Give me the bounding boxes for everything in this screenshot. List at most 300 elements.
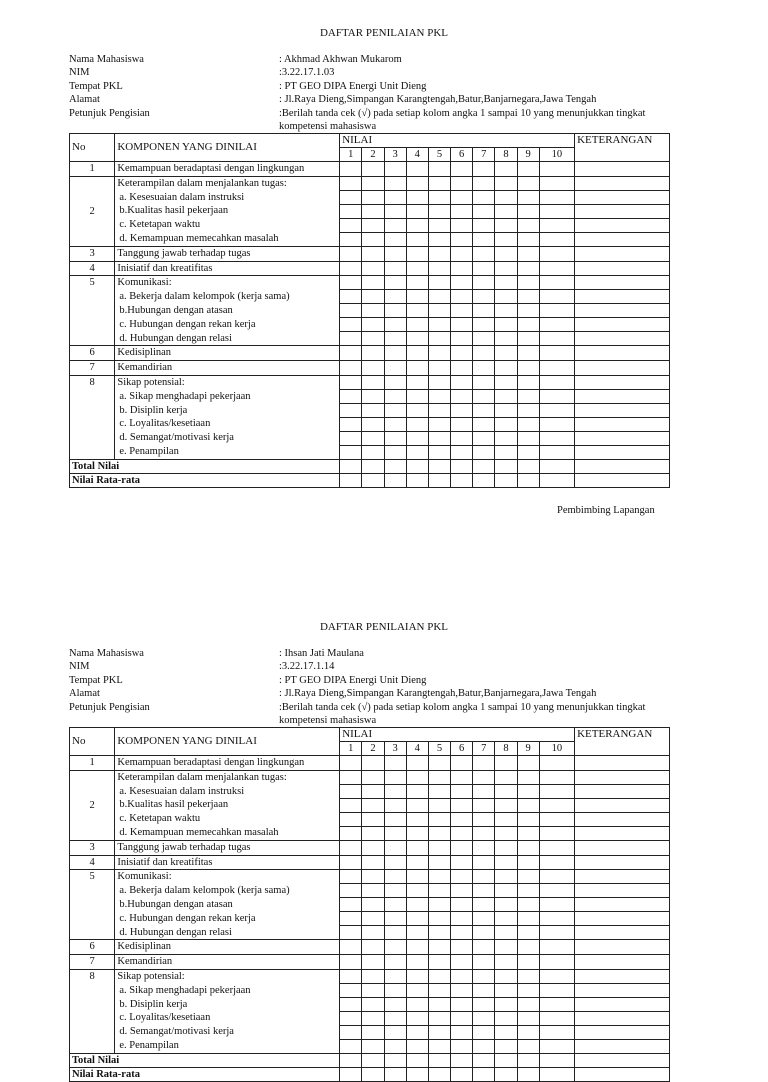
remarks-cell[interactable] — [575, 826, 670, 840]
score-cell[interactable] — [362, 812, 384, 826]
score-cell[interactable] — [362, 403, 384, 417]
score-cell[interactable] — [384, 1039, 406, 1053]
remarks-cell[interactable] — [575, 361, 670, 376]
score-cell[interactable] — [517, 1039, 539, 1053]
score-cell[interactable] — [539, 261, 574, 276]
score-cell[interactable] — [451, 218, 473, 232]
score-cell[interactable] — [517, 912, 539, 926]
remarks-cell[interactable] — [575, 969, 670, 983]
remarks-cell[interactable] — [575, 983, 670, 997]
score-cell[interactable] — [539, 276, 574, 290]
score-cell[interactable] — [384, 912, 406, 926]
remarks-cell[interactable] — [575, 246, 670, 261]
score-cell[interactable] — [384, 1025, 406, 1039]
remarks-cell[interactable] — [575, 997, 670, 1011]
score-cell[interactable] — [428, 1025, 450, 1039]
score-cell[interactable] — [451, 176, 473, 190]
score-cell[interactable] — [362, 770, 384, 784]
score-cell[interactable] — [384, 459, 406, 473]
score-cell[interactable] — [362, 162, 384, 177]
score-cell[interactable] — [539, 204, 574, 218]
remarks-cell[interactable] — [575, 389, 670, 403]
score-cell[interactable] — [406, 276, 428, 290]
score-cell[interactable] — [517, 304, 539, 318]
score-cell[interactable] — [451, 276, 473, 290]
score-cell[interactable] — [495, 1039, 517, 1053]
score-cell[interactable] — [495, 332, 517, 346]
score-cell[interactable] — [517, 332, 539, 346]
score-cell[interactable] — [384, 304, 406, 318]
score-cell[interactable] — [384, 870, 406, 884]
remarks-cell[interactable] — [575, 218, 670, 232]
score-cell[interactable] — [406, 162, 428, 177]
score-cell[interactable] — [428, 162, 450, 177]
score-cell[interactable] — [473, 784, 495, 798]
score-cell[interactable] — [384, 190, 406, 204]
score-cell[interactable] — [428, 218, 450, 232]
score-cell[interactable] — [451, 840, 473, 855]
score-cell[interactable] — [473, 290, 495, 304]
score-cell[interactable] — [517, 940, 539, 955]
score-cell[interactable] — [428, 445, 450, 459]
score-cell[interactable] — [495, 389, 517, 403]
score-cell[interactable] — [495, 983, 517, 997]
score-cell[interactable] — [451, 403, 473, 417]
score-cell[interactable] — [340, 290, 362, 304]
remarks-cell[interactable] — [575, 232, 670, 246]
score-cell[interactable] — [384, 926, 406, 940]
remarks-cell[interactable] — [575, 926, 670, 940]
score-cell[interactable] — [517, 983, 539, 997]
score-cell[interactable] — [384, 204, 406, 218]
score-cell[interactable] — [451, 162, 473, 177]
score-cell[interactable] — [517, 318, 539, 332]
score-cell[interactable] — [517, 756, 539, 771]
score-cell[interactable] — [362, 431, 384, 445]
score-cell[interactable] — [406, 884, 428, 898]
score-cell[interactable] — [451, 898, 473, 912]
remarks-cell[interactable] — [575, 1011, 670, 1025]
score-cell[interactable] — [340, 983, 362, 997]
score-cell[interactable] — [451, 784, 473, 798]
score-cell[interactable] — [473, 261, 495, 276]
score-cell[interactable] — [428, 389, 450, 403]
score-cell[interactable] — [539, 403, 574, 417]
remarks-cell[interactable] — [575, 261, 670, 276]
score-cell[interactable] — [362, 1011, 384, 1025]
score-cell[interactable] — [406, 1039, 428, 1053]
score-cell[interactable] — [473, 926, 495, 940]
score-cell[interactable] — [362, 304, 384, 318]
score-cell[interactable] — [384, 784, 406, 798]
score-cell[interactable] — [517, 1053, 539, 1067]
score-cell[interactable] — [406, 940, 428, 955]
score-cell[interactable] — [340, 361, 362, 376]
score-cell[interactable] — [451, 826, 473, 840]
score-cell[interactable] — [539, 218, 574, 232]
score-cell[interactable] — [406, 473, 428, 487]
score-cell[interactable] — [473, 445, 495, 459]
score-cell[interactable] — [362, 218, 384, 232]
score-cell[interactable] — [406, 926, 428, 940]
score-cell[interactable] — [517, 997, 539, 1011]
score-cell[interactable] — [473, 1053, 495, 1067]
score-cell[interactable] — [451, 346, 473, 361]
score-cell[interactable] — [406, 870, 428, 884]
score-cell[interactable] — [428, 276, 450, 290]
score-cell[interactable] — [495, 969, 517, 983]
score-cell[interactable] — [406, 261, 428, 276]
remarks-cell[interactable] — [575, 784, 670, 798]
remarks-cell[interactable] — [575, 940, 670, 955]
score-cell[interactable] — [362, 276, 384, 290]
score-cell[interactable] — [362, 840, 384, 855]
score-cell[interactable] — [517, 926, 539, 940]
score-cell[interactable] — [517, 232, 539, 246]
score-cell[interactable] — [517, 855, 539, 870]
score-cell[interactable] — [451, 190, 473, 204]
score-cell[interactable] — [517, 445, 539, 459]
score-cell[interactable] — [406, 784, 428, 798]
score-cell[interactable] — [384, 246, 406, 261]
score-cell[interactable] — [428, 997, 450, 1011]
score-cell[interactable] — [406, 798, 428, 812]
score-cell[interactable] — [384, 445, 406, 459]
score-cell[interactable] — [473, 756, 495, 771]
score-cell[interactable] — [517, 403, 539, 417]
score-cell[interactable] — [495, 955, 517, 970]
score-cell[interactable] — [495, 276, 517, 290]
score-cell[interactable] — [539, 375, 574, 389]
score-cell[interactable] — [340, 784, 362, 798]
score-cell[interactable] — [495, 176, 517, 190]
remarks-cell[interactable] — [575, 884, 670, 898]
score-cell[interactable] — [384, 983, 406, 997]
score-cell[interactable] — [362, 912, 384, 926]
score-cell[interactable] — [340, 756, 362, 771]
score-cell[interactable] — [384, 940, 406, 955]
score-cell[interactable] — [428, 190, 450, 204]
score-cell[interactable] — [340, 389, 362, 403]
score-cell[interactable] — [428, 176, 450, 190]
score-cell[interactable] — [406, 1011, 428, 1025]
score-cell[interactable] — [473, 1025, 495, 1039]
score-cell[interactable] — [428, 770, 450, 784]
score-cell[interactable] — [517, 884, 539, 898]
score-cell[interactable] — [451, 855, 473, 870]
score-cell[interactable] — [406, 176, 428, 190]
score-cell[interactable] — [539, 232, 574, 246]
score-cell[interactable] — [340, 346, 362, 361]
score-cell[interactable] — [451, 445, 473, 459]
score-cell[interactable] — [428, 955, 450, 970]
score-cell[interactable] — [362, 332, 384, 346]
score-cell[interactable] — [539, 756, 574, 771]
score-cell[interactable] — [406, 855, 428, 870]
score-cell[interactable] — [362, 826, 384, 840]
score-cell[interactable] — [473, 840, 495, 855]
score-cell[interactable] — [473, 304, 495, 318]
score-cell[interactable] — [495, 840, 517, 855]
score-cell[interactable] — [384, 898, 406, 912]
score-cell[interactable] — [473, 870, 495, 884]
remarks-cell[interactable] — [575, 162, 670, 177]
score-cell[interactable] — [340, 190, 362, 204]
score-cell[interactable] — [539, 1053, 574, 1067]
score-cell[interactable] — [495, 431, 517, 445]
score-cell[interactable] — [406, 318, 428, 332]
score-cell[interactable] — [517, 218, 539, 232]
score-cell[interactable] — [517, 826, 539, 840]
score-cell[interactable] — [362, 969, 384, 983]
score-cell[interactable] — [451, 459, 473, 473]
score-cell[interactable] — [428, 304, 450, 318]
score-cell[interactable] — [384, 826, 406, 840]
score-cell[interactable] — [406, 403, 428, 417]
score-cell[interactable] — [473, 855, 495, 870]
score-cell[interactable] — [539, 389, 574, 403]
score-cell[interactable] — [384, 176, 406, 190]
score-cell[interactable] — [384, 403, 406, 417]
score-cell[interactable] — [495, 898, 517, 912]
score-cell[interactable] — [473, 983, 495, 997]
score-cell[interactable] — [340, 431, 362, 445]
score-cell[interactable] — [539, 246, 574, 261]
score-cell[interactable] — [473, 361, 495, 376]
score-cell[interactable] — [539, 445, 574, 459]
score-cell[interactable] — [406, 912, 428, 926]
score-cell[interactable] — [517, 1025, 539, 1039]
score-cell[interactable] — [384, 997, 406, 1011]
score-cell[interactable] — [539, 431, 574, 445]
score-cell[interactable] — [406, 826, 428, 840]
score-cell[interactable] — [362, 473, 384, 487]
score-cell[interactable] — [495, 756, 517, 771]
score-cell[interactable] — [495, 870, 517, 884]
score-cell[interactable] — [539, 884, 574, 898]
remarks-cell[interactable] — [575, 770, 670, 784]
score-cell[interactable] — [428, 332, 450, 346]
score-cell[interactable] — [517, 276, 539, 290]
score-cell[interactable] — [428, 346, 450, 361]
score-cell[interactable] — [362, 940, 384, 955]
score-cell[interactable] — [340, 912, 362, 926]
score-cell[interactable] — [473, 417, 495, 431]
score-cell[interactable] — [340, 375, 362, 389]
score-cell[interactable] — [495, 204, 517, 218]
score-cell[interactable] — [340, 176, 362, 190]
score-cell[interactable] — [451, 969, 473, 983]
score-cell[interactable] — [428, 1011, 450, 1025]
score-cell[interactable] — [362, 1039, 384, 1053]
score-cell[interactable] — [517, 955, 539, 970]
score-cell[interactable] — [473, 218, 495, 232]
score-cell[interactable] — [473, 246, 495, 261]
score-cell[interactable] — [406, 290, 428, 304]
remarks-cell[interactable] — [575, 870, 670, 884]
score-cell[interactable] — [362, 926, 384, 940]
score-cell[interactable] — [517, 176, 539, 190]
score-cell[interactable] — [384, 855, 406, 870]
score-cell[interactable] — [340, 884, 362, 898]
score-cell[interactable] — [451, 884, 473, 898]
score-cell[interactable] — [340, 940, 362, 955]
score-cell[interactable] — [340, 261, 362, 276]
score-cell[interactable] — [428, 232, 450, 246]
score-cell[interactable] — [495, 912, 517, 926]
score-cell[interactable] — [539, 955, 574, 970]
score-cell[interactable] — [517, 798, 539, 812]
score-cell[interactable] — [495, 261, 517, 276]
score-cell[interactable] — [406, 459, 428, 473]
score-cell[interactable] — [473, 826, 495, 840]
remarks-cell[interactable] — [575, 912, 670, 926]
score-cell[interactable] — [406, 346, 428, 361]
score-cell[interactable] — [362, 983, 384, 997]
score-cell[interactable] — [428, 898, 450, 912]
score-cell[interactable] — [406, 431, 428, 445]
remarks-cell[interactable] — [575, 431, 670, 445]
score-cell[interactable] — [473, 770, 495, 784]
score-cell[interactable] — [495, 812, 517, 826]
remarks-cell[interactable] — [575, 1039, 670, 1053]
score-cell[interactable] — [340, 417, 362, 431]
remarks-cell[interactable] — [575, 304, 670, 318]
score-cell[interactable] — [451, 1011, 473, 1025]
score-cell[interactable] — [451, 473, 473, 487]
score-cell[interactable] — [517, 261, 539, 276]
score-cell[interactable] — [340, 1011, 362, 1025]
score-cell[interactable] — [539, 983, 574, 997]
score-cell[interactable] — [428, 983, 450, 997]
score-cell[interactable] — [428, 870, 450, 884]
score-cell[interactable] — [340, 770, 362, 784]
remarks-cell[interactable] — [575, 176, 670, 190]
score-cell[interactable] — [406, 204, 428, 218]
remarks-cell[interactable] — [575, 417, 670, 431]
score-cell[interactable] — [539, 770, 574, 784]
score-cell[interactable] — [340, 473, 362, 487]
score-cell[interactable] — [451, 812, 473, 826]
score-cell[interactable] — [384, 770, 406, 784]
remarks-cell[interactable] — [575, 756, 670, 771]
score-cell[interactable] — [517, 346, 539, 361]
score-cell[interactable] — [473, 162, 495, 177]
score-cell[interactable] — [495, 826, 517, 840]
score-cell[interactable] — [473, 940, 495, 955]
score-cell[interactable] — [473, 204, 495, 218]
score-cell[interactable] — [340, 898, 362, 912]
score-cell[interactable] — [495, 246, 517, 261]
remarks-cell[interactable] — [575, 812, 670, 826]
score-cell[interactable] — [384, 1067, 406, 1081]
score-cell[interactable] — [406, 375, 428, 389]
score-cell[interactable] — [362, 997, 384, 1011]
score-cell[interactable] — [451, 1025, 473, 1039]
score-cell[interactable] — [362, 290, 384, 304]
score-cell[interactable] — [384, 332, 406, 346]
score-cell[interactable] — [451, 983, 473, 997]
score-cell[interactable] — [517, 459, 539, 473]
score-cell[interactable] — [473, 1011, 495, 1025]
score-cell[interactable] — [428, 940, 450, 955]
score-cell[interactable] — [539, 997, 574, 1011]
score-cell[interactable] — [384, 431, 406, 445]
score-cell[interactable] — [384, 361, 406, 376]
score-cell[interactable] — [495, 318, 517, 332]
score-cell[interactable] — [406, 969, 428, 983]
score-cell[interactable] — [495, 346, 517, 361]
score-cell[interactable] — [495, 459, 517, 473]
score-cell[interactable] — [451, 261, 473, 276]
score-cell[interactable] — [451, 232, 473, 246]
score-cell[interactable] — [406, 190, 428, 204]
score-cell[interactable] — [384, 375, 406, 389]
score-cell[interactable] — [362, 756, 384, 771]
score-cell[interactable] — [539, 969, 574, 983]
score-cell[interactable] — [406, 246, 428, 261]
score-cell[interactable] — [406, 304, 428, 318]
score-cell[interactable] — [451, 1067, 473, 1081]
score-cell[interactable] — [362, 417, 384, 431]
score-cell[interactable] — [539, 912, 574, 926]
score-cell[interactable] — [539, 1025, 574, 1039]
score-cell[interactable] — [517, 162, 539, 177]
score-cell[interactable] — [451, 912, 473, 926]
score-cell[interactable] — [340, 1039, 362, 1053]
score-cell[interactable] — [428, 1039, 450, 1053]
score-cell[interactable] — [428, 855, 450, 870]
score-cell[interactable] — [384, 969, 406, 983]
remarks-cell[interactable] — [575, 898, 670, 912]
remarks-cell[interactable] — [575, 1067, 670, 1081]
score-cell[interactable] — [451, 375, 473, 389]
score-cell[interactable] — [406, 1053, 428, 1067]
score-cell[interactable] — [406, 1067, 428, 1081]
score-cell[interactable] — [362, 1067, 384, 1081]
score-cell[interactable] — [406, 332, 428, 346]
score-cell[interactable] — [517, 431, 539, 445]
score-cell[interactable] — [495, 304, 517, 318]
score-cell[interactable] — [384, 756, 406, 771]
remarks-cell[interactable] — [575, 204, 670, 218]
score-cell[interactable] — [517, 784, 539, 798]
score-cell[interactable] — [517, 1011, 539, 1025]
score-cell[interactable] — [517, 375, 539, 389]
score-cell[interactable] — [406, 389, 428, 403]
remarks-cell[interactable] — [575, 473, 670, 487]
score-cell[interactable] — [384, 417, 406, 431]
score-cell[interactable] — [406, 997, 428, 1011]
score-cell[interactable] — [362, 346, 384, 361]
score-cell[interactable] — [406, 840, 428, 855]
score-cell[interactable] — [495, 1067, 517, 1081]
score-cell[interactable] — [362, 784, 384, 798]
score-cell[interactable] — [473, 190, 495, 204]
score-cell[interactable] — [340, 232, 362, 246]
score-cell[interactable] — [451, 1053, 473, 1067]
score-cell[interactable] — [495, 361, 517, 376]
score-cell[interactable] — [362, 955, 384, 970]
score-cell[interactable] — [539, 1067, 574, 1081]
score-cell[interactable] — [428, 826, 450, 840]
score-cell[interactable] — [384, 261, 406, 276]
score-cell[interactable] — [406, 898, 428, 912]
score-cell[interactable] — [517, 898, 539, 912]
score-cell[interactable] — [495, 1011, 517, 1025]
score-cell[interactable] — [517, 204, 539, 218]
score-cell[interactable] — [451, 318, 473, 332]
